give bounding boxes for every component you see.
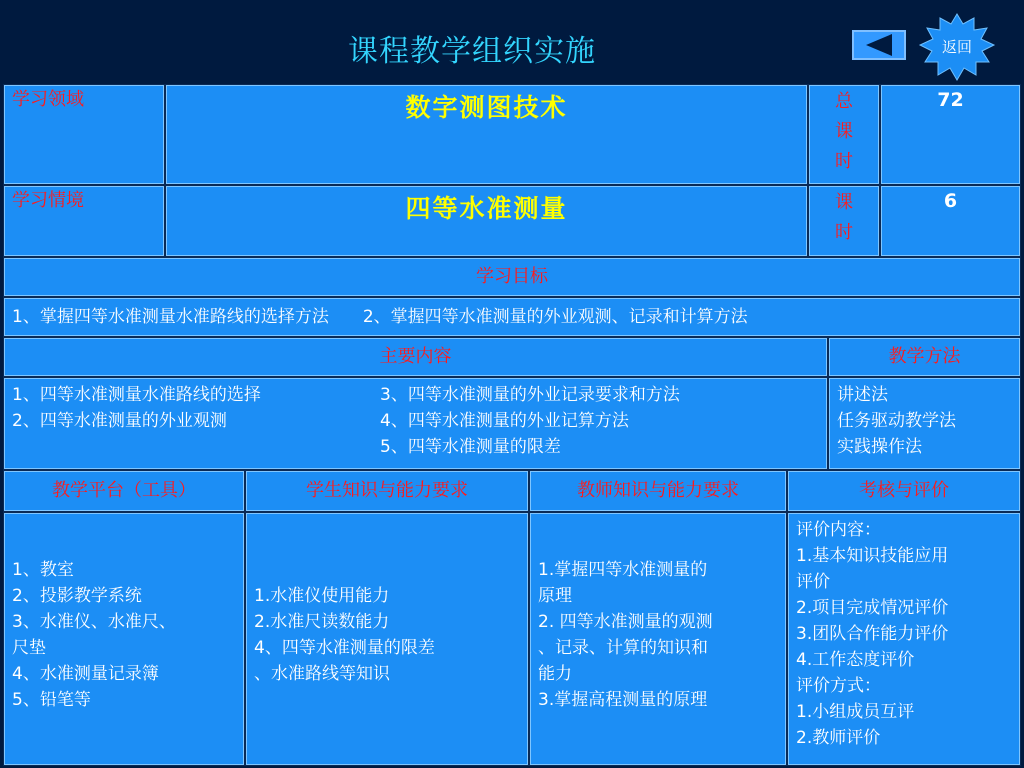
return-label: 返回 — [941, 38, 972, 56]
method-item: 讲述法 — [837, 385, 888, 405]
platform-header: 教学平台（工具） — [3, 470, 245, 512]
return-button[interactable] — [918, 12, 996, 82]
slide-title: 课程教学组织实施 — [348, 34, 596, 69]
teacher-item: 能力 — [538, 664, 572, 684]
situation-value: 四等水准测量 — [165, 185, 808, 257]
assess-item: 评价内容： — [796, 520, 881, 540]
platform-item: 4、水准测量记录簿 — [12, 664, 159, 684]
student-item: 、水准路线等知识 — [254, 664, 390, 684]
hours-char-1: 课 — [835, 192, 853, 213]
content-item: 2、四等水准测量的外业观测 — [12, 411, 227, 431]
hours-char-2: 时 — [835, 222, 853, 243]
platform-item: 3、水准仪、水准尺、 — [12, 612, 176, 632]
goals-text: 1、掌握四等水准测量水准路线的选择方法 2、掌握四等水准测量的外业观测、记录和计算方法 — [3, 297, 1021, 337]
hours-value: 6 — [880, 185, 1021, 257]
student-cell — [245, 512, 529, 766]
assess-item: 2.项目完成情况评价 — [796, 598, 949, 618]
goals-header: 学习目标 — [3, 257, 1021, 297]
student-header: 学生知识与能力要求 — [245, 470, 529, 512]
content-item: 3、四等水准测量的外业记录要求和方法 — [380, 385, 680, 405]
student-item: 1.水准仪使用能力 — [254, 586, 390, 606]
assess-item: 1.基本知识技能应用 — [796, 546, 949, 566]
assess-item: 1.小组成员互评 — [796, 702, 915, 722]
assess-item: 3.团队合作能力评价 — [796, 624, 949, 644]
platform-cell — [3, 512, 245, 766]
triangle-left-icon — [854, 32, 904, 58]
student-item: 2.水准尺读数能力 — [254, 612, 390, 632]
platform-item: 1、教室 — [12, 560, 74, 580]
teacher-item: 、记录、计算的知识和 — [538, 638, 708, 658]
total-hours-char-3: 时 — [835, 151, 853, 172]
assess-item: 评价方式： — [796, 676, 881, 696]
total-hours-value: 72 — [880, 84, 1021, 185]
assess-item: 评价 — [796, 572, 830, 592]
content-cell — [3, 377, 828, 470]
teacher-cell — [529, 512, 787, 766]
methods-cell — [828, 377, 1021, 470]
content-item: 1、四等水准测量水准路线的选择 — [12, 385, 261, 405]
teacher-item: 1.掌握四等水准测量的 — [538, 560, 708, 580]
domain-value: 数字测图技术 — [165, 84, 808, 185]
total-hours-char-2: 课 — [835, 121, 853, 142]
method-item: 实践操作法 — [837, 437, 922, 457]
teacher-item: 3.掌握高程测量的原理 — [538, 690, 708, 710]
back-button[interactable] — [852, 30, 906, 60]
platform-item: 尺垫 — [12, 638, 46, 658]
platform-item: 2、投影教学系统 — [12, 586, 142, 606]
domain-label: 学习领域 — [3, 84, 165, 185]
content-item: 5、四等水准测量的限差 — [380, 437, 561, 457]
teacher-item: 2. 四等水准测量的观测 — [538, 612, 713, 632]
content-item: 4、四等水准测量的外业记算方法 — [380, 411, 629, 431]
teacher-item: 原理 — [538, 586, 572, 606]
student-item: 4、四等水准测量的限差 — [254, 638, 435, 658]
total-hours-label — [808, 84, 880, 185]
method-header: 教学方法 — [828, 337, 1021, 377]
assess-item: 2.教师评价 — [796, 728, 881, 748]
platform-item: 5、铅笔等 — [12, 690, 91, 710]
content-header: 主要内容 — [3, 337, 828, 377]
method-item: 任务驱动教学法 — [837, 411, 956, 431]
assess-item: 4.工作态度评价 — [796, 650, 915, 670]
hours-label — [808, 185, 880, 257]
assess-header: 考核与评价 — [787, 470, 1021, 512]
course-table — [3, 84, 1021, 766]
teacher-header: 教师知识与能力要求 — [529, 470, 787, 512]
total-hours-char-1: 总 — [835, 91, 853, 112]
situation-label: 学习情境 — [3, 185, 165, 257]
content-col-1 — [12, 382, 261, 434]
assess-cell — [787, 512, 1021, 766]
content-col-2 — [380, 382, 680, 460]
